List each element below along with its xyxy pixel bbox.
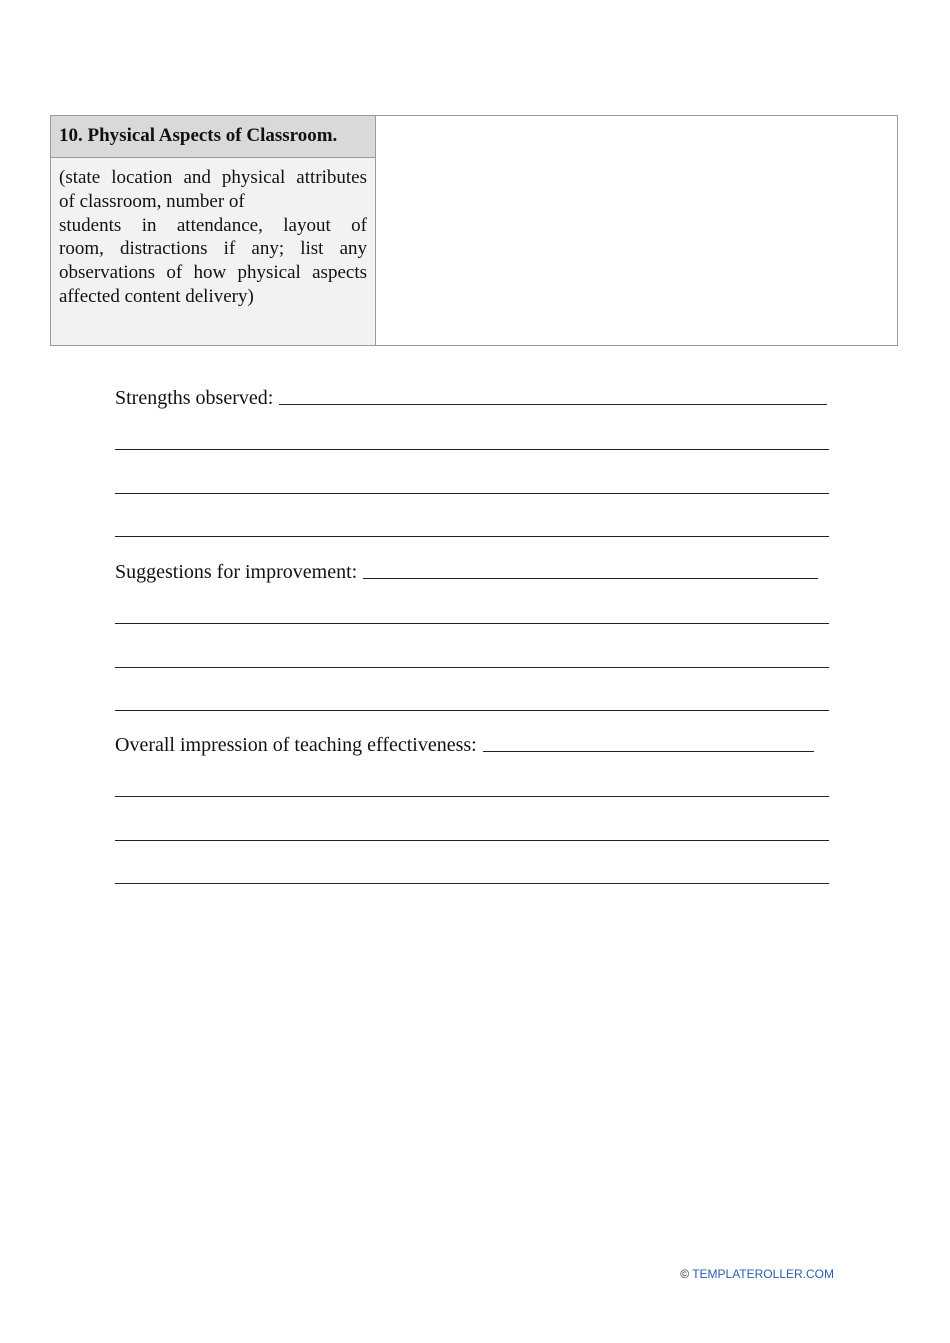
description-line: of classroom, number of	[59, 190, 245, 212]
suggestions-block	[115, 554, 835, 584]
physical-aspects-answer-area[interactable]	[376, 116, 897, 345]
footer-brand-link[interactable]: TEMPLATEROLLER.COM	[692, 1267, 834, 1281]
description-line: (state location and physical attributes	[59, 167, 367, 188]
overall-extra-lines	[115, 796, 835, 798]
suggestions-label: Suggestions for improvement:	[115, 561, 358, 583]
answer-line[interactable]	[115, 710, 829, 711]
description-line: students in attendance, layout of	[59, 214, 367, 236]
answer-line[interactable]	[115, 840, 829, 841]
answer-line[interactable]	[115, 623, 829, 624]
footer-credit	[680, 1267, 834, 1281]
section-label-column	[51, 116, 376, 345]
suggestions-extra-lines	[115, 623, 835, 625]
answer-line[interactable]	[115, 667, 829, 668]
suggestions-row	[115, 554, 835, 584]
section-description	[51, 158, 375, 309]
section-heading: 10. Physical Aspects of Classroom.	[51, 116, 375, 158]
overall-answer-line[interactable]	[483, 751, 814, 752]
strengths-extra-lines	[115, 449, 835, 451]
strengths-block	[115, 380, 835, 410]
answer-line[interactable]	[115, 883, 829, 884]
answer-line[interactable]	[115, 536, 829, 537]
description-line: room, distractions if any; list any	[59, 238, 367, 260]
suggestions-answer-line[interactable]	[363, 578, 818, 579]
overall-row	[115, 727, 835, 757]
description-line: observations of how physical aspects	[59, 262, 367, 284]
answer-line[interactable]	[115, 493, 829, 494]
strengths-label: Strengths observed:	[115, 387, 274, 409]
copyright-symbol: ©	[680, 1267, 690, 1281]
overall-label: Overall impression of teaching effectiveness:	[115, 734, 477, 756]
description-line: affected content delivery)	[59, 285, 254, 307]
strengths-row	[115, 380, 835, 410]
overall-block	[115, 727, 835, 757]
answer-line[interactable]	[115, 796, 829, 797]
physical-aspects-table	[50, 115, 898, 346]
answer-line[interactable]	[115, 449, 829, 450]
strengths-answer-line[interactable]	[279, 404, 827, 405]
